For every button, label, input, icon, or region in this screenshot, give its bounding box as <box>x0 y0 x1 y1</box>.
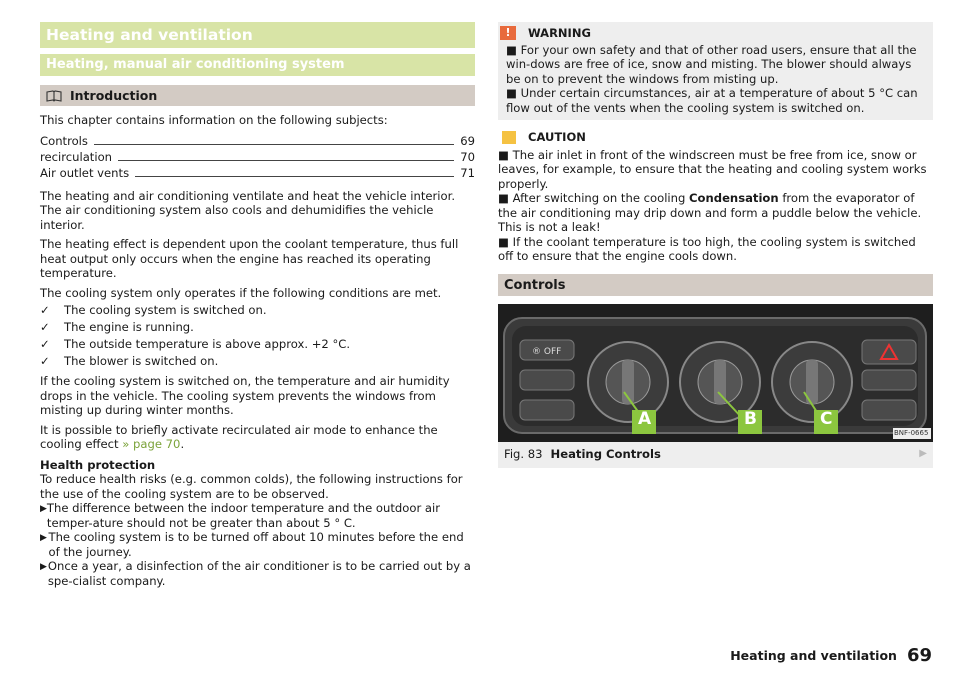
toc-entry[interactable]: recirculation 70 <box>40 150 475 164</box>
footer-title: Heating and ventilation <box>730 647 897 663</box>
heating-controls-figure <box>498 304 933 442</box>
condition-list <box>40 303 475 371</box>
health-title: Health protection <box>40 457 156 472</box>
toc <box>40 133 475 181</box>
right-column <box>498 22 933 468</box>
figure-number: Fig. 83 <box>504 447 543 462</box>
arrow-icon: ▶ <box>40 504 47 514</box>
paragraph: It is possible to briefly activate recirculated air mode to enhance the cooling effect » page 70. <box>40 422 438 451</box>
list-item: ✓ The blower is switched on. <box>40 354 475 371</box>
section-title: Heating, manual air conditioning system <box>40 54 475 76</box>
bullet-icon: ■ <box>506 86 517 100</box>
chapter-title: Heating and ventilation <box>40 22 475 48</box>
list-item: ✓ The cooling system is switched on. <box>40 303 475 320</box>
check-icon: ✓ <box>40 320 50 334</box>
figure-caption <box>498 442 933 468</box>
list-item: ▶ Once a year, a disinfection of the air conditioner is to be carried out by a spe-cialist company. <box>40 559 471 588</box>
intro-text: This chapter contains information on the following subjects: <box>40 113 388 127</box>
page-link[interactable]: » page 70 <box>122 437 181 451</box>
toc-entry[interactable]: Air outlet vents 71 <box>40 166 475 180</box>
warning-box <box>498 22 933 120</box>
caution-item: ■ The air inlet in front of the windscreen must be free from ice, snow or leaves, for example, to ensure that the heating and cooling system works properly. <box>498 147 927 191</box>
list-item: ✓ The engine is running. <box>40 320 475 337</box>
list-item: ✓ The outside temperature is above approx. +2 °C. <box>40 337 475 354</box>
paragraph: If the cooling system is switched on, the temperature and air humidity drops in the vehicle. The cooling system prevents the windows from misting up during winter months. <box>40 374 450 417</box>
health-text: To reduce health risks (e.g. common colds), the following instructions for the use of the cooling system are to be observed. <box>40 472 463 501</box>
paragraph: The heating effect is dependent upon the coolant temperature, thus full heat output only occurs when the engine has reached its operating temperature. <box>40 237 459 280</box>
callout-label: B <box>744 408 757 429</box>
page-footer <box>730 644 932 666</box>
caution-header: CAUTION <box>498 130 933 145</box>
intro-label: Introduction <box>70 88 158 103</box>
caution-item: ■ If the coolant temperature is too high, the cooling system is switched off to ensure that the engine cools down. <box>498 234 916 263</box>
list-item: ▶ The cooling system is to be turned off about 10 minutes before the end of the journey. <box>40 530 464 559</box>
page-number: 69 <box>906 644 932 666</box>
callout-label: A <box>638 408 652 429</box>
figure-code: BNF-0665 <box>894 428 929 437</box>
left-column <box>40 22 475 588</box>
svg-text:® OFF: ® OFF <box>532 346 562 357</box>
bullet-icon: ■ <box>506 42 517 57</box>
controls-header: Controls <box>498 274 933 296</box>
book-icon <box>46 90 62 102</box>
arrow-icon: ▶ <box>40 533 47 543</box>
list-item: ▶ The difference between the indoor temperature and the outdoor air temper-ature should not be greater than about 5 ° C. <box>40 501 440 530</box>
toc-entry[interactable]: Controls 69 <box>40 134 475 148</box>
check-icon: ✓ <box>40 354 50 368</box>
intro-header <box>40 85 475 106</box>
figure-title: Heating Controls <box>550 447 661 462</box>
paragraph: The heating and air conditioning ventilate and heat the vehicle interior. The air conditioning system also cools and dehumidifies the vehicle interior. <box>40 188 456 232</box>
check-icon: ✓ <box>40 303 50 317</box>
callout-label: C <box>820 408 833 429</box>
paragraph: The cooling system only operates if the following conditions are met. <box>40 285 442 300</box>
control-panel-illustration <box>498 304 933 442</box>
warning-icon: ! <box>500 26 516 40</box>
warning-item: ■ For your own safety and that of other road users, ensure that all the win-dows are free of ice, snow and misting. The blower should always be on to prevent the windows from misting up. <box>506 42 917 86</box>
continue-arrow-icon: ▶ <box>919 448 927 460</box>
caution-item: ■ After switching on the cooling Condensation from the evaporator of the air conditioning may drip down and form a puddle below the vehicle. This is not a leak! <box>498 191 922 234</box>
check-icon: ✓ <box>40 337 50 351</box>
warning-header: ! WARNING <box>506 26 925 41</box>
warning-item: ■ Under certain circumstances, air at a temperature of about 5 °C can flow out of the vents when the cooling system is switched on. <box>506 86 918 115</box>
arrow-icon: ▶ <box>40 562 47 572</box>
caution-icon <box>502 131 516 144</box>
